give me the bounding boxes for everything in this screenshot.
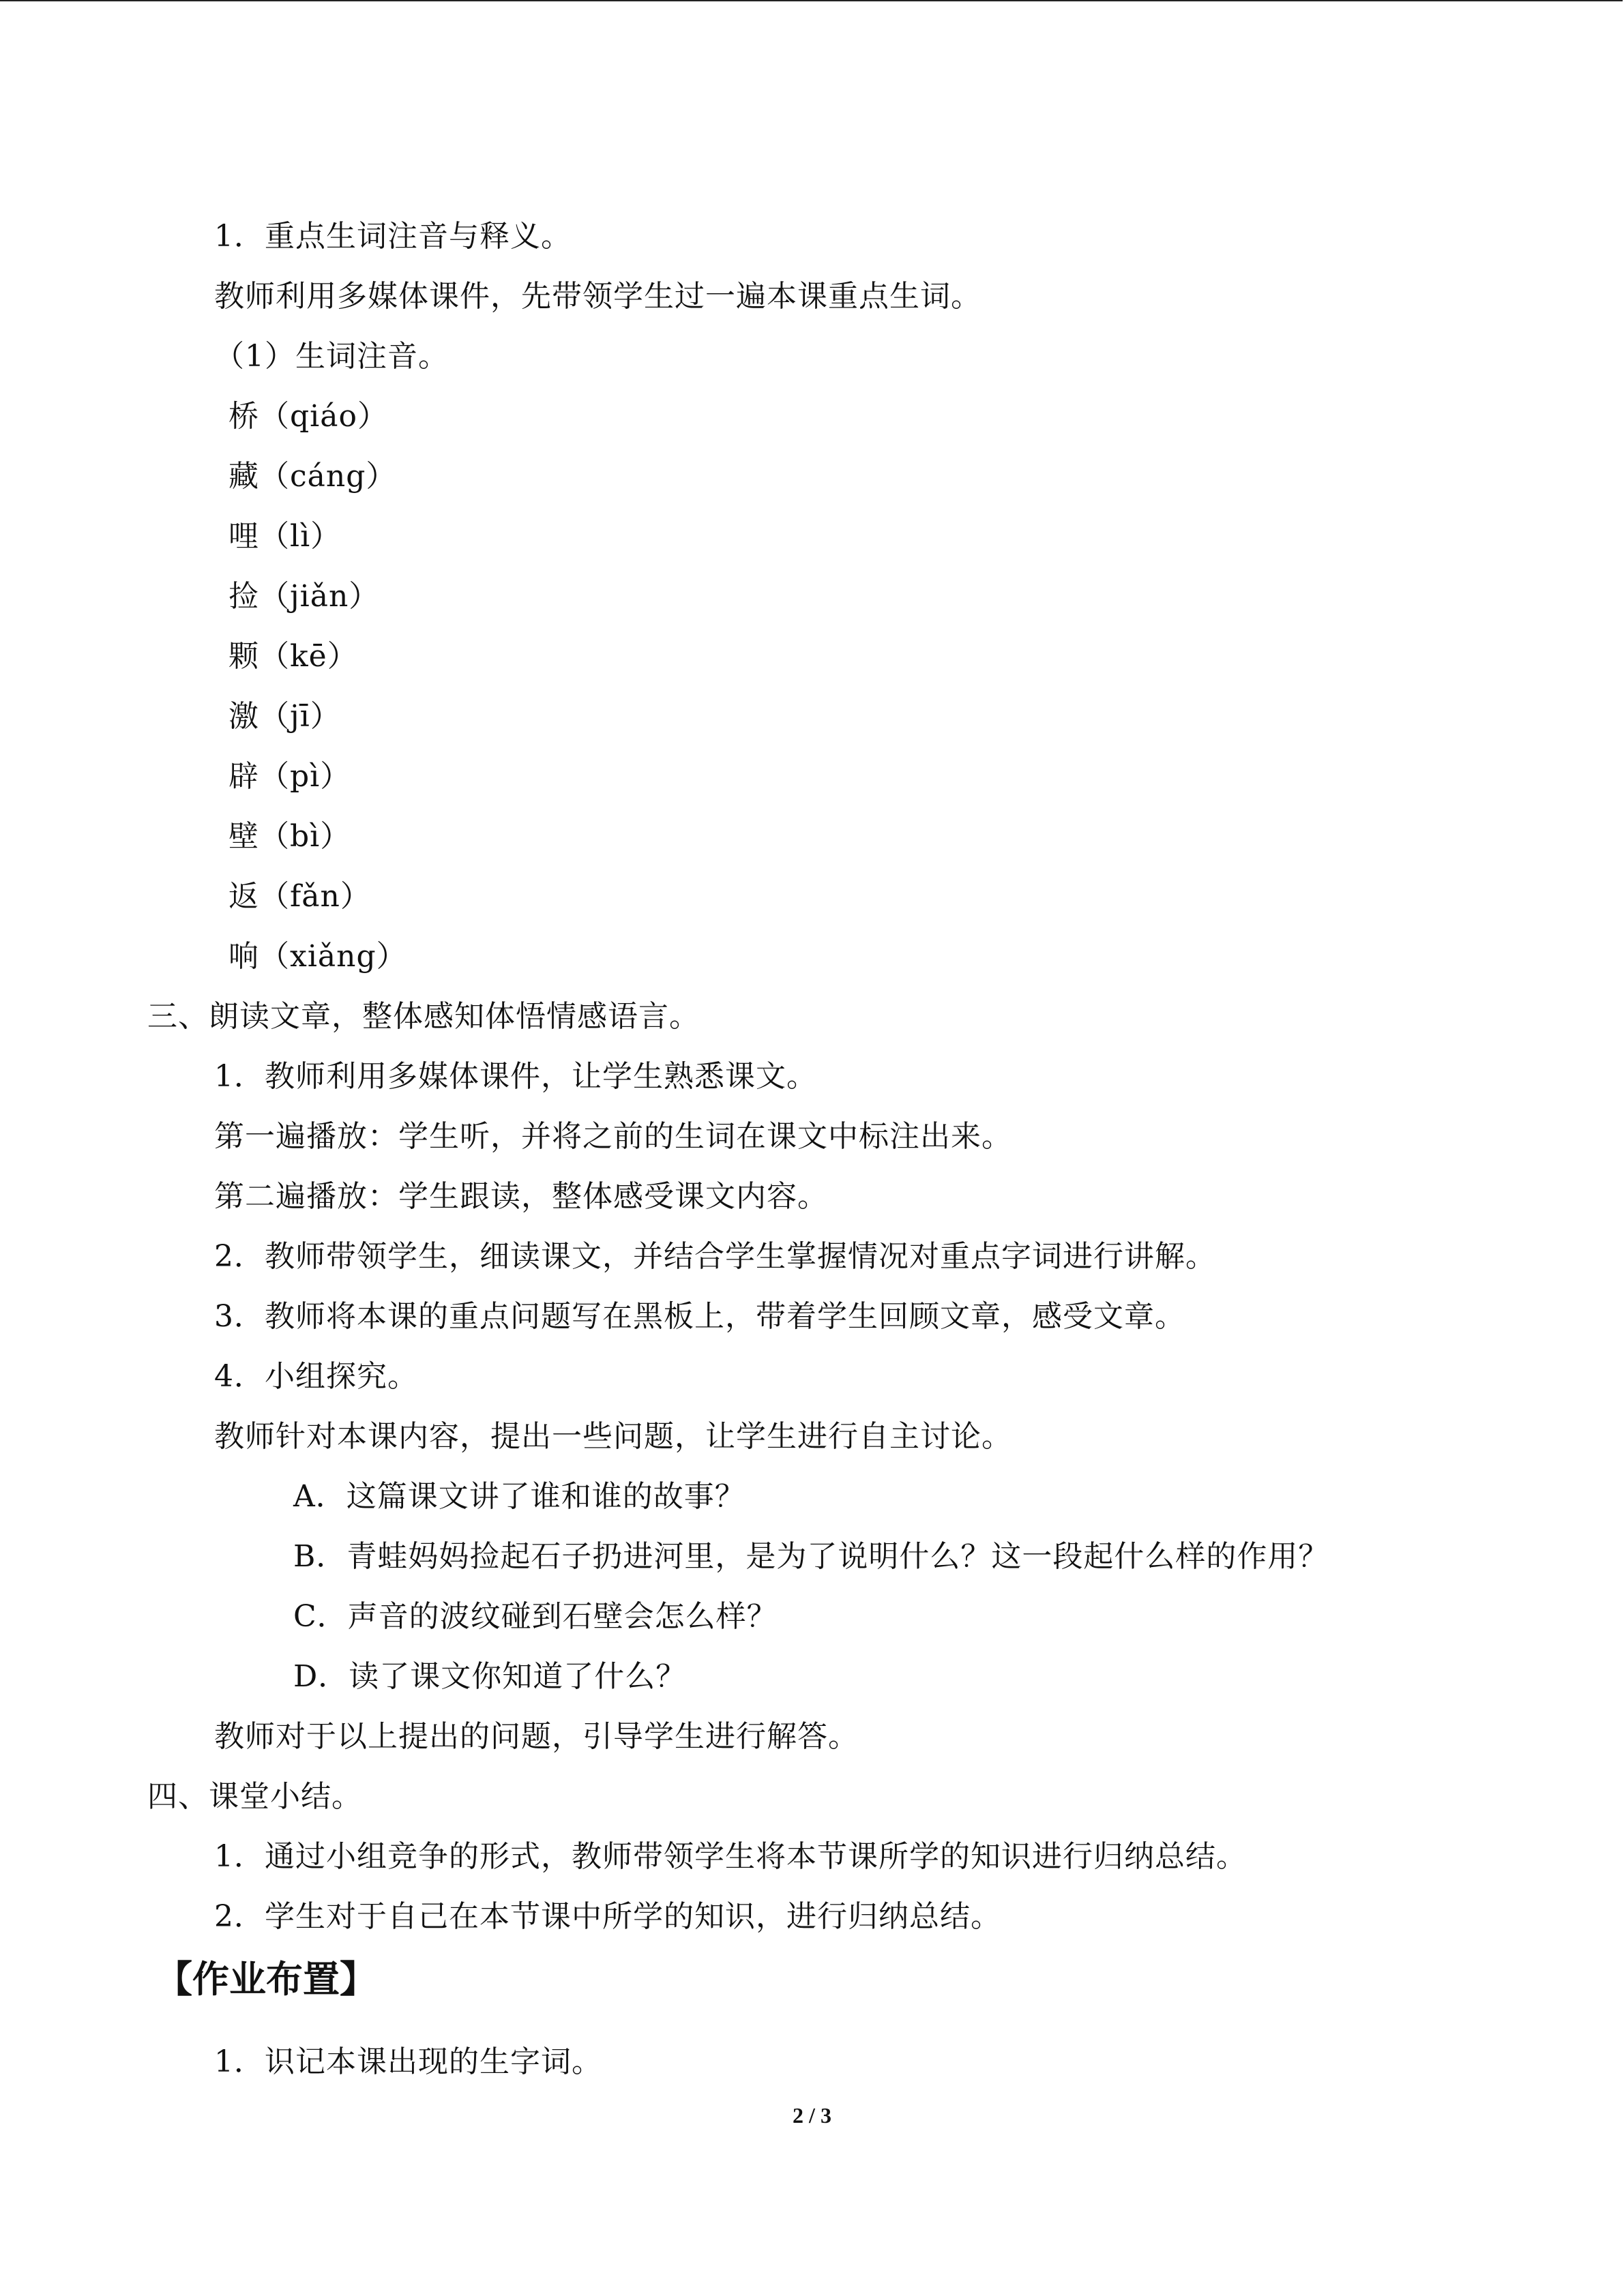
paragraph: 2．学生对于自己在本节课中所学的知识，进行归纳总结。 (214, 1899, 1001, 1934)
question-item: B．青蛙妈妈捡起石子扔进河里，是为了说明什么？这一段起什么样的作用？ (293, 1539, 1329, 1574)
question-item: A．这篇课文讲了谁和谁的故事？ (293, 1479, 745, 1514)
vocab-item: 捡（jiǎn） (228, 579, 380, 614)
paragraph: 1．教师利用多媒体课件，让学生熟悉课文。 (214, 1059, 817, 1094)
paragraph: 第二遍播放：学生跟读，整体感受课文内容。 (214, 1179, 828, 1214)
homework-heading: 【作业布置】 (156, 1958, 377, 2001)
vocab-item: 壁（bì） (228, 819, 351, 854)
sub-step-title: （1）生词注音。 (214, 339, 449, 374)
paragraph: 教师针对本课内容，提出一些问题，让学生进行自主讨论。 (214, 1419, 1012, 1454)
vocab-item: 哩（lì） (228, 519, 342, 554)
vocab-item: 激（jī） (228, 699, 341, 734)
vocab-item: 响（xiǎng） (228, 939, 407, 974)
question-item: C．声音的波纹碰到石壁会怎么样？ (293, 1599, 778, 1634)
page-top-border (0, 0, 1623, 1)
question-item: D．读了课文你知道了什么？ (293, 1659, 687, 1694)
paragraph: 2．教师带领学生，细读课文，并结合学生掌握情况对重点字词进行讲解。 (214, 1239, 1216, 1274)
paragraph: 1．通过小组竞争的形式，教师带领学生将本节课所学的知识进行归纳总结。 (214, 1839, 1247, 1874)
homework-item: 1．识记本课出现的生字词。 (214, 2044, 602, 2079)
section-title: 四、课堂小结。 (147, 1779, 362, 1814)
paragraph: 教师对于以上提出的问题，引导学生进行解答。 (214, 1719, 859, 1754)
paragraph: 3．教师将本课的重点问题写在黑板上，带着学生回顾文章，感受文章。 (214, 1299, 1185, 1334)
vocab-item: 桥（qiáo） (228, 399, 388, 434)
paragraph: 第一遍播放：学生听，并将之前的生词在课文中标注出来。 (214, 1119, 1012, 1154)
page-number: 2 / 3 (793, 2103, 831, 2128)
vocab-item: 颗（kē） (228, 639, 358, 674)
vocab-item: 返（fǎn） (228, 879, 371, 914)
paragraph: 4．小组探究。 (214, 1359, 418, 1394)
step-1-title: 1．重点生词注音与释义。 (214, 219, 572, 254)
vocab-item: 藏（cáng） (228, 459, 397, 494)
section-title: 三、朗读文章，整体感知体悟情感语言。 (147, 999, 700, 1034)
paragraph: 教师利用多媒体课件，先带领学生过一遍本课重点生词。 (214, 279, 981, 314)
vocab-item: 辟（pì） (228, 759, 351, 794)
